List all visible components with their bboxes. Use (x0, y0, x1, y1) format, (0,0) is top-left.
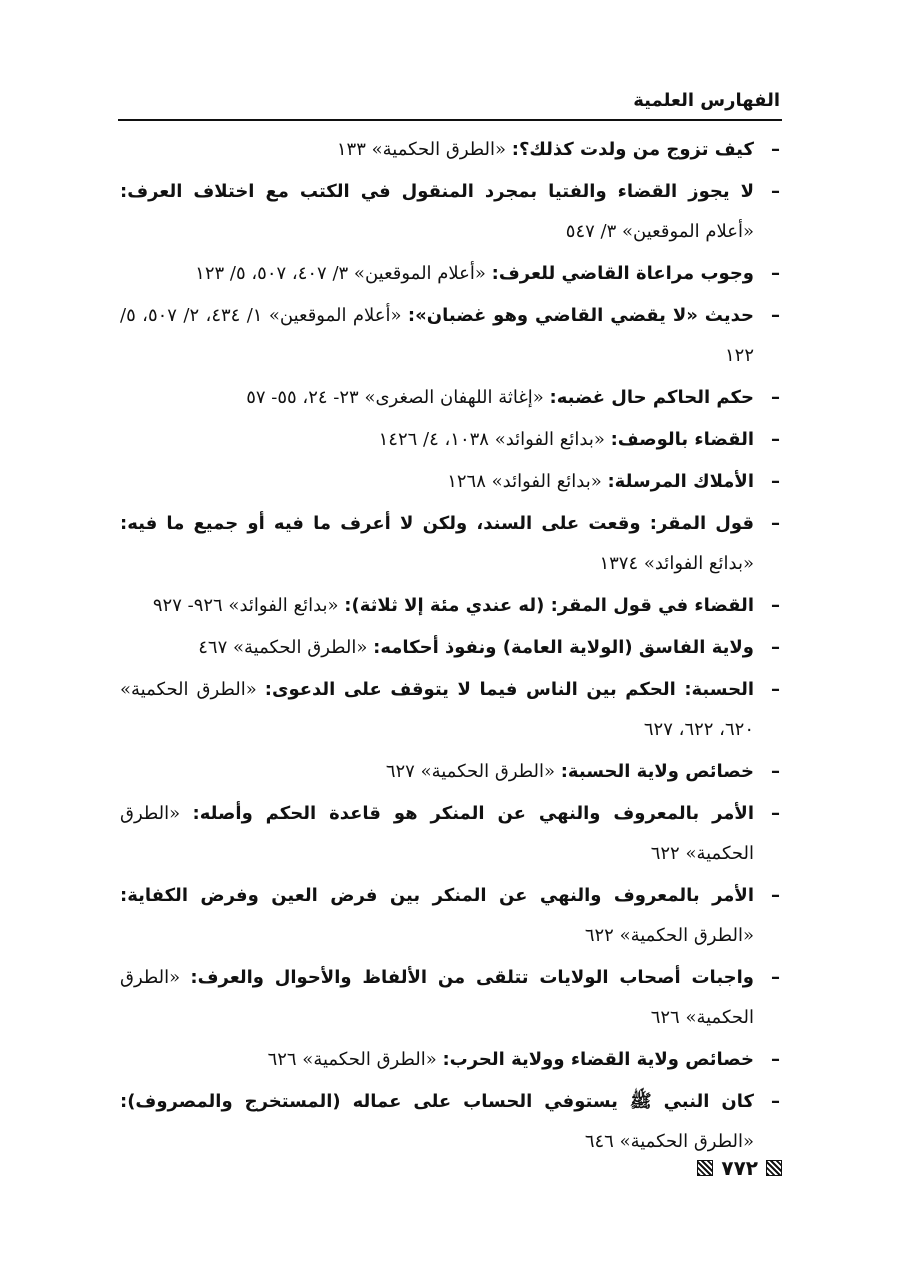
entry-refs: «الطرق الحكمية» ٦٢٧ (385, 761, 561, 782)
entry-topic: قول المقر: وقعت على السند، ولكن لا أعرف ما فيه أو جميع ما فيه: (120, 513, 754, 534)
index-entry (120, 254, 782, 294)
entry-dash: – (771, 513, 780, 534)
running-header-title: الفهارس العلمية (633, 90, 780, 111)
entry-dash: – (771, 429, 780, 450)
entry-refs: «الطرق الحكمية» ٦٢٠، ٦٢٢، ٦٢٧ (120, 679, 754, 740)
index-entry (120, 420, 782, 460)
page-number: ٧٧٢ (721, 1156, 758, 1180)
entry-topic: حكم الحاكم حال غضبه: (549, 387, 754, 408)
entry-topic: حديث «لا يقضي القاضي وهو غضبان»: (407, 305, 754, 326)
entry-dash: – (771, 885, 780, 906)
index-entry (120, 296, 782, 376)
entry-dash: – (771, 967, 780, 988)
entry-dash: – (771, 263, 780, 284)
page-footer (697, 1150, 782, 1186)
index-entries-list (120, 130, 782, 1164)
entry-topic: واجبات أصحاب الولايات تتلقى من الألفاظ والأحوال والعرف: (190, 967, 754, 988)
entry-dash: – (771, 1049, 780, 1070)
entry-topic: الأملاك المرسلة: (607, 471, 754, 492)
entry-refs: «أعلام الموقعين» ١/ ٤٣٤، ٢/ ٥٠٧، ٥/ ١٢٢ (120, 305, 754, 366)
entry-dash: – (771, 1091, 780, 1112)
entry-refs: «بدائع الفوائد» ١٢٦٨ (447, 471, 608, 492)
index-entry (120, 462, 782, 502)
entry-dash: – (771, 139, 780, 160)
index-entry (120, 1082, 782, 1162)
entry-topic: ولاية الفاسق (الولاية العامة) ونفوذ أحكامه: (373, 637, 754, 658)
header-rule (118, 119, 782, 121)
index-entry (120, 130, 782, 170)
index-entry (120, 794, 782, 874)
entry-topic: وجوب مراعاة القاضي للعرف: (491, 263, 754, 284)
entry-dash: – (771, 471, 780, 492)
entry-refs: «الطرق الحكمية» ٦٢٦ (120, 967, 754, 1028)
entry-refs: «بدائع الفوائد» ١٣٧٤ (599, 553, 754, 574)
entry-refs: «الطرق الحكمية» ٦٤٦ (584, 1131, 754, 1152)
index-entry (120, 172, 782, 252)
entry-refs: «الطرق الحكمية» ٦٢٢ (584, 925, 754, 946)
index-entry (120, 670, 782, 750)
index-entry (120, 378, 782, 418)
index-entry (120, 504, 782, 584)
ornament-icon (766, 1160, 782, 1176)
entry-dash: – (771, 679, 780, 700)
index-entry (120, 628, 782, 668)
entry-refs: «بدائع الفوائد» ١٠٣٨، ٤/ ١٤٢٦ (378, 429, 611, 450)
entry-topic: كان النبي ﷺ يستوفي الحساب على عماله (المستخرج والمصروف): (120, 1091, 754, 1112)
index-entry (120, 752, 782, 792)
entry-topic: خصائص ولاية الحسبة: (560, 761, 754, 782)
entry-dash: – (771, 803, 780, 824)
entry-topic: كيف تزوج من ولدت كذلك؟: (511, 139, 754, 160)
entry-dash: – (771, 761, 780, 782)
entry-refs: «الطرق الحكمية» ٦٢٢ (120, 803, 754, 864)
entry-dash: – (771, 305, 780, 326)
ornament-icon (697, 1160, 713, 1176)
entry-topic: الأمر بالمعروف والنهي عن المنكر هو قاعدة الحكم وأصله: (192, 803, 754, 824)
entry-dash: – (771, 387, 780, 408)
index-entry (120, 958, 782, 1038)
entry-dash: – (771, 637, 780, 658)
index-entry (120, 1040, 782, 1080)
entry-refs: «الطرق الحكمية» ٤٦٧ (198, 637, 374, 658)
entry-refs: «الطرق الحكمية» ٦٢٦ (267, 1049, 443, 1070)
entry-refs: «إغاثة اللهفان الصغرى» ٢٣- ٢٤، ٥٥- ٥٧ (246, 387, 550, 408)
entry-topic: القضاء بالوصف: (610, 429, 754, 450)
entry-refs: «أعلام الموقعين» ٣/ ٥٤٧ (565, 221, 754, 242)
entry-refs: «بدائع الفوائد» ٩٢٦- ٩٢٧ (152, 595, 345, 616)
entry-topic: القضاء في قول المقر: (له عندي مئة إلا ثلاثة): (344, 595, 754, 616)
entry-dash: – (771, 595, 780, 616)
entry-topic: الأمر بالمعروف والنهي عن المنكر بين فرض العين وفرض الكفاية: (120, 885, 754, 906)
entry-dash: – (771, 181, 780, 202)
entry-topic: لا يجوز القضاء والفتيا بمجرد المنقول في الكتب مع اختلاف العرف: (120, 181, 754, 202)
entry-topic: الحسبة: الحكم بين الناس فيما لا يتوقف على الدعوى: (264, 679, 754, 700)
entry-refs: «أعلام الموقعين» ٣/ ٤٠٧، ٥٠٧، ٥/ ١٢٣ (195, 263, 492, 284)
entry-refs: «الطرق الحكمية» ١٣٣ (336, 139, 512, 160)
index-entry (120, 586, 782, 626)
running-header (118, 88, 782, 118)
index-entry (120, 876, 782, 956)
entry-topic: خصائص ولاية القضاء وولاية الحرب: (442, 1049, 754, 1070)
